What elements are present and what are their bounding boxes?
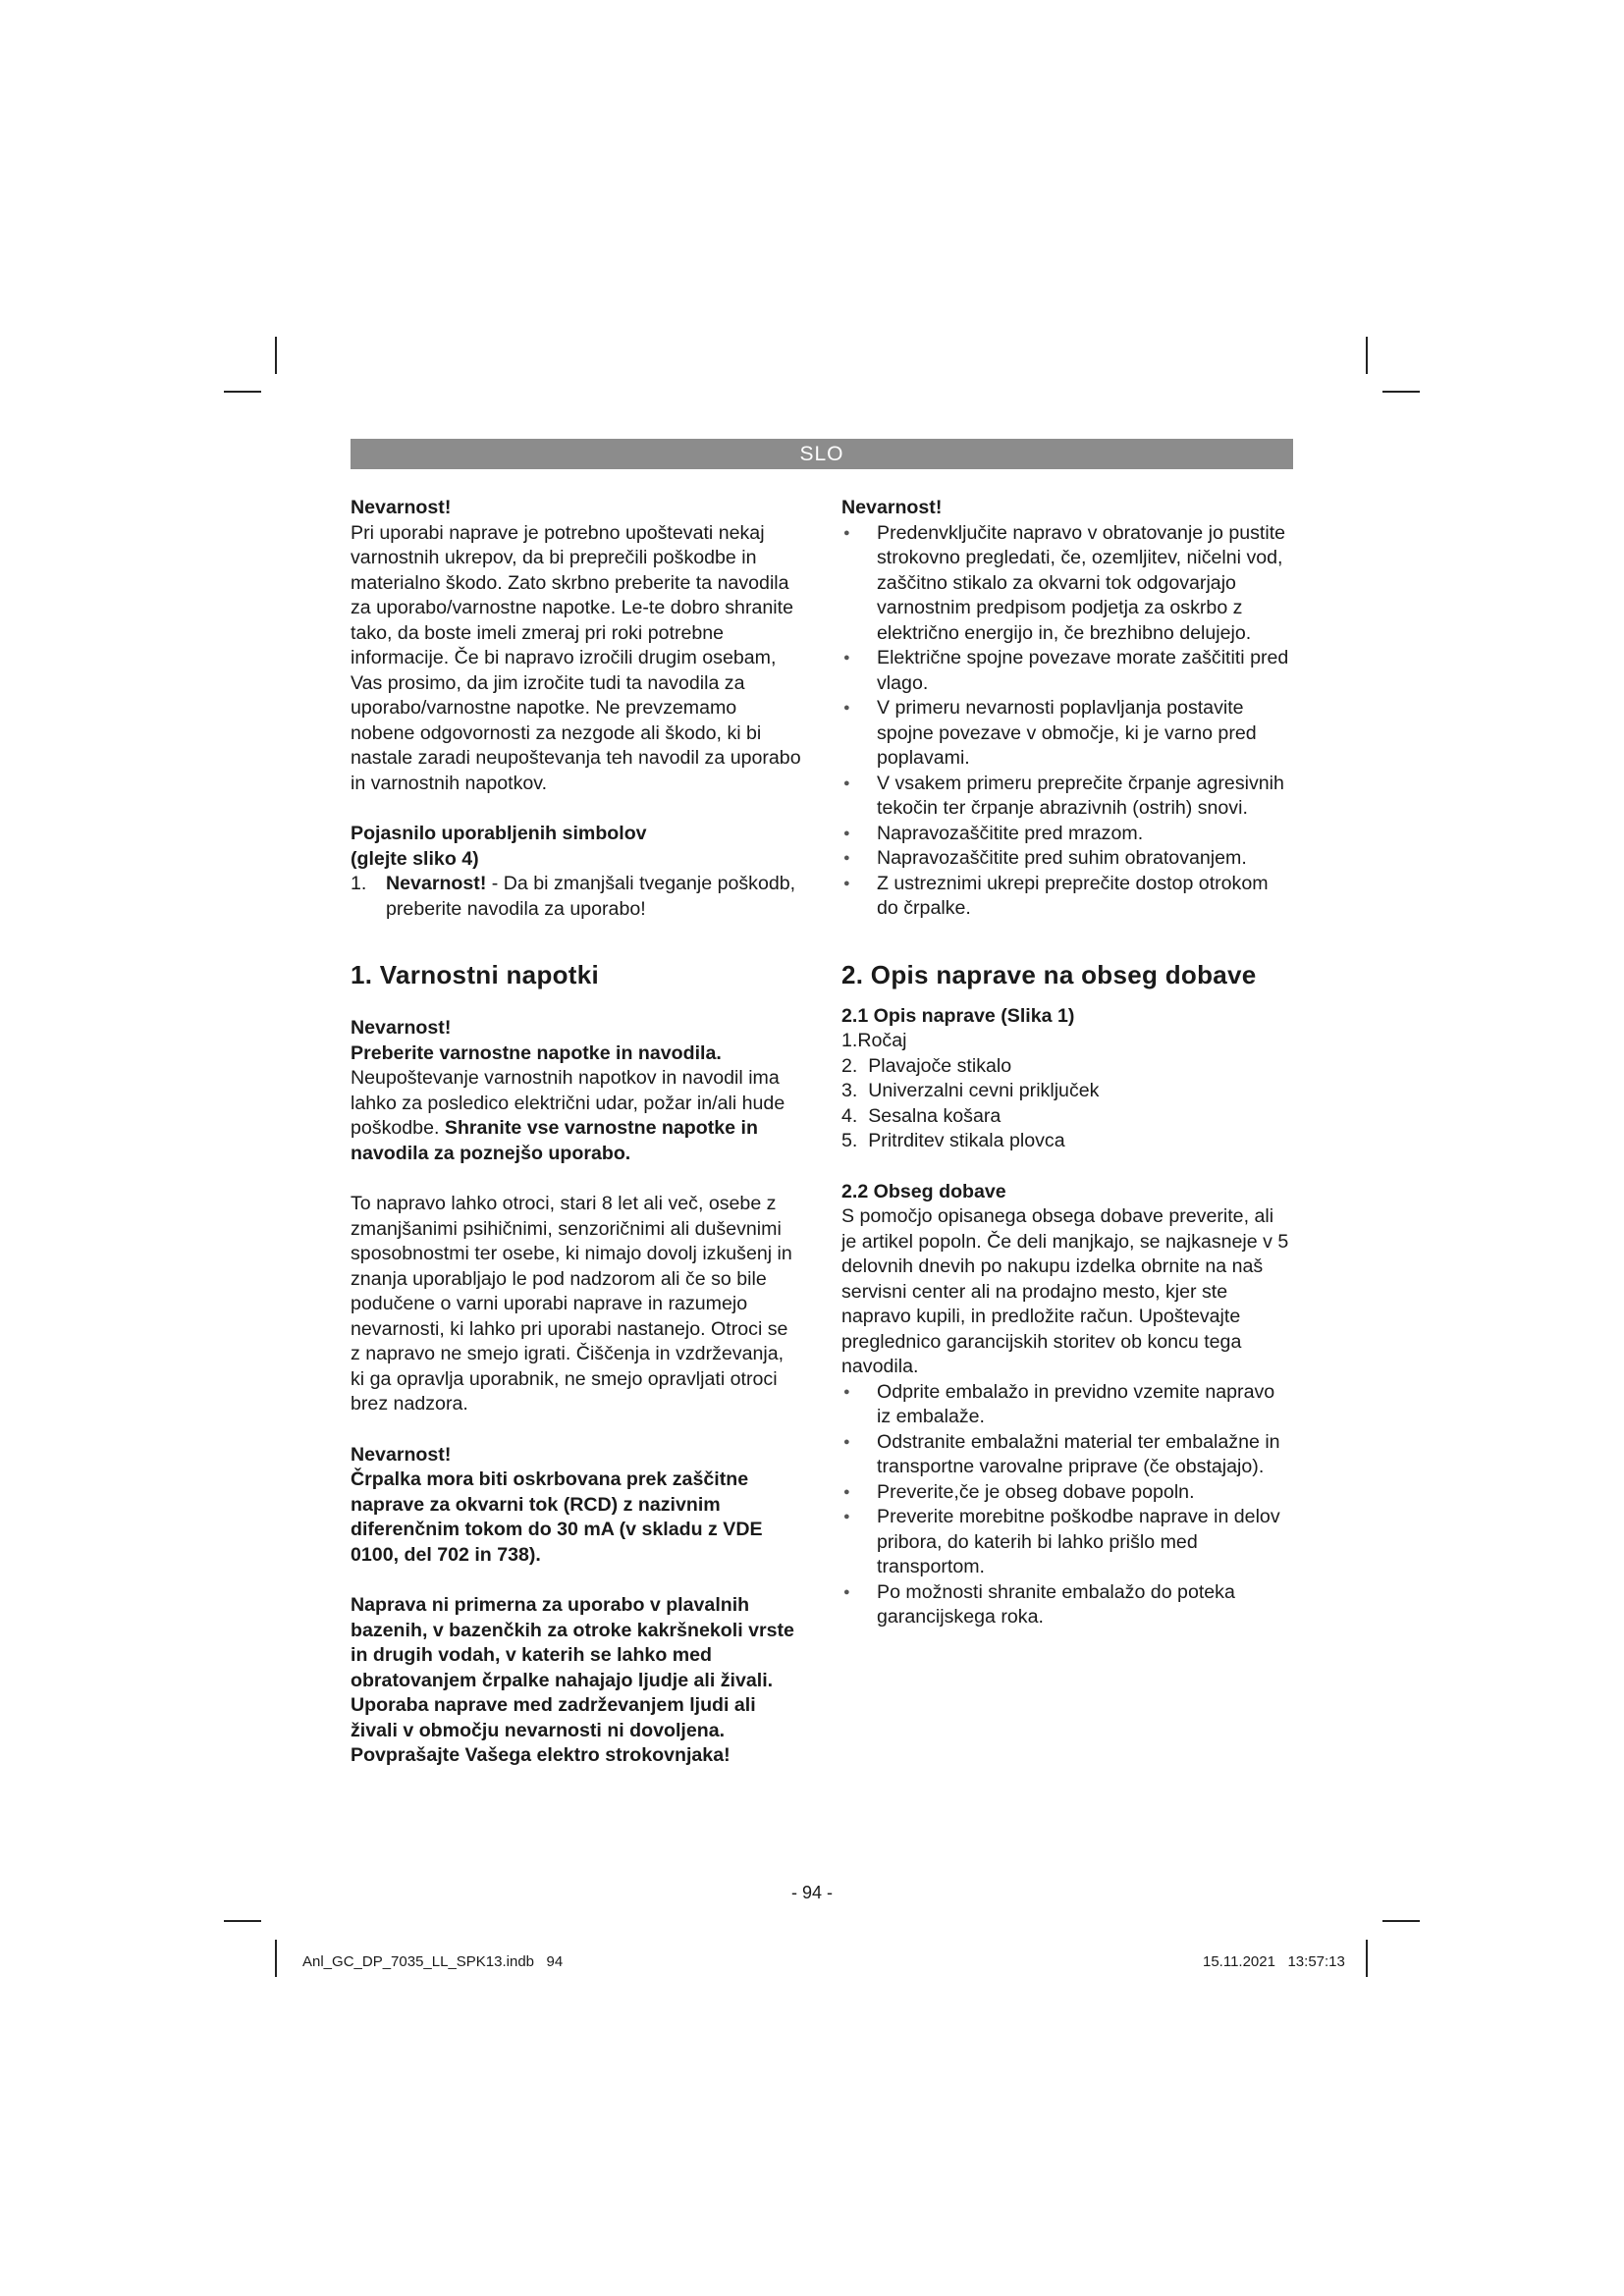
part-label: Univerzalni cevni priključek [868,1080,1100,1101]
language-header-bar [351,439,1293,469]
symbols-title-ref: (glejte sliko 4) [351,847,479,870]
language-label: SLO [799,443,844,465]
crop-mark [1382,1920,1420,1922]
warning-2-title: Nevarnost! [841,497,943,518]
list-item: ● Preverite morebitne poškodbe naprave in delov pribora, do katerih bi lahko prišlo med transportom. [841,1505,1293,1580]
symbol-item-number: 1. [351,873,367,894]
section-1-title: 1. Varnostni napotki [351,960,600,989]
list-item: ● Z ustreznimi ukrepi preprečite dostop otrokom do črpalke. [841,872,1293,922]
list-item: ● Električne spojne povezave morate zaščititi pred vlago. [841,646,1293,696]
warning-text: Pri uporabi naprave je potrebno upoštevati nekaj varnostnih ukrepov, da bi preprečili poškodbe in materialno škodo. Zato skrbno preberite ta navodila za uporabo/varnostne napotke. Le-te dobro shranite tako, da boste imeli zmeraj pri roki potrebne informacije. Če bi napravo izročili drugim osebam, Vas prosimo, da jim izročite tudi ta navodila za uporabo/varnostne napotke. Ne prevzemamo nobene odgovornosti za nezgode ali škodo, ki bi nastale zaradi neupoštevanja teh navodil za uporabo in varnostnih napotkov. [351,521,801,794]
list-item: ● Predenvključite napravo v obratovanje jo pustite strokovno pregledati, če, ozemljitev, ničelni vod, zaščitno stikalo za okvarni tok odgovarjajo varnostnim predpisom podjetja za oskrbo z električno energijo in, če brezhibno delujejo. [841,521,1293,647]
subsection-2-2-text: S pomočjo opisanega obsega dobave preverite, ali je artikel popoln. Če deli manjkajo, se najkasneje v 5 delovnih dnevih po nakupu izdelka obrnite na naš servisni center ali na prodajno mesto, kjer ste napravo kupili, in predložite račun. Upoštevajte preglednico garancijskih storitev ob koncu tega navodila. [841,1205,1289,1377]
warning-title: Nevarnost! [351,497,452,518]
list-item: ● Preverite,če je obseg dobave popoln. [841,1480,1293,1506]
list-item: ● V vsakem primeru preprečite črpanje agresivnih tekočin ter črpanje abrazivnih (ostrih) snovi. [841,772,1293,822]
section-1-warning-subtitle: Preberite varnostne napotke in navodila. [351,1041,722,1064]
part-number: 2. [841,1054,858,1077]
rcd-warning-text: Črpalka mora biti oskrbovana prek zaščitne naprave za okvarni tok (RCD) z nazivnim diferenčnim tokom do 30 mA (v skladu z VDE 0100, del 702 in 738). [351,1468,763,1566]
children-paragraph: To napravo lahko otroci, stari 8 let ali več, osebe z zmanjšanimi psihičnimi, senzoričnimi ali duševnimi sposobnostmi ter osebe, ki nimajo dovolj izkušenj in znanja uporabljajo le pod nadzorom ali če so bile podučene o varni uporabi naprave in razumejo nevarnosti, ki lahko pri uporabi nastanejo. Otroci se z napravo ne smejo igrati. Čiščenja in vzdrževanja, ki ga opravlja uporabnik, ne smejo opravljati otroci brez nadzora. [351,1193,792,1415]
section-1-warning-paragraph [351,1066,802,1166]
crop-mark [224,1920,261,1922]
section-1-warning-title: Nevarnost! [351,1017,452,1039]
crop-mark [1382,391,1420,393]
footer-file-name: Anl_GC_DP_7035_LL_SPK13.indb 94 [302,1953,564,1970]
part-item [841,1104,1293,1130]
part-label: Ročaj [857,1030,907,1051]
warning-2-list [841,521,1293,922]
right-column [841,496,1293,1630]
delivery-list [841,1380,1293,1630]
page-number: - 94 - [790,1883,833,1902]
symbol-item-bold: Nevarnost! [386,873,487,894]
list-item: ● Odprite embalažo in previdno vzemite napravo iz embalaže. [841,1380,1293,1430]
part-number: 5. [841,1130,858,1151]
list-item: ● Odstranite embalažni material ter embalažne in transportne varovalne priprave (če obstajajo). [841,1430,1293,1480]
parts-list [841,1029,1293,1154]
part-item [841,1079,1293,1104]
crop-mark [275,337,277,374]
list-item: ● Po možnosti shranite embalažo do poteka garancijskega roka. [841,1580,1293,1630]
part-label: Sesalna košara [868,1104,1001,1127]
part-number: 1. [841,1030,858,1051]
section-1-warning-text: Neupoštevanje varnostnih napotkov in navodil ima lahko za posledico električni udar, požar in/ali hude poškodbe. [351,1067,785,1139]
crop-mark [1366,337,1368,374]
section-1-warning-bold: Shranite vse varnostne napotke in navodila za poznejšo uporabo. [351,1117,758,1164]
symbol-item [351,872,802,922]
symbols-title: Pojasnilo uporabljenih simbolov [351,823,647,844]
part-item [841,1029,1293,1054]
part-item [841,1054,1293,1080]
rcd-warning-title: Nevarnost! [351,1443,452,1466]
list-item: ● V primeru nevarnosti poplavljanja postavite spojne povezave v območje, ki je varno pred poplavami. [841,696,1293,772]
section-2-title: 2. Opis naprave na obseg dobave [841,959,1257,989]
pool-warning-text: Naprava ni primerna za uporabo v plavalnih bazenih, v bazenčkih za otroke kakršnekoli vrste in drugih vodah, v katerih se lahko med obratovanjem črpalke nahajajo ljudje ali živali. Uporaba naprave med zadrževanjem ljudi ali živali v območju nevarnosti ni dovoljena. Povprašajte Vašega elektro strokovnjaka! [351,1594,794,1766]
part-label: Pritrditev stikala plovca [868,1130,1065,1151]
part-label: Plavajoče stikalo [868,1054,1012,1077]
part-number: 4. [841,1104,858,1127]
left-column [351,496,802,1769]
subsection-2-1-title: 2.1 Opis naprave (Slika 1) [841,1004,1075,1027]
part-number: 3. [841,1080,858,1101]
subsection-2-2-title: 2.2 Obseg dobave [841,1180,1006,1202]
footer-datetime: 15.11.2021 13:57:13 [1203,1953,1345,1970]
crop-mark [224,391,261,393]
list-item: ● Napravozaščitite pred mrazom. [841,822,1293,847]
part-item [841,1129,1293,1154]
crop-mark [1366,1940,1368,1977]
symbol-item-text: - Da bi zmanjšali tveganje poškodb, preberite navodila za uporabo! [386,873,796,920]
list-item: ● Napravozaščitite pred suhim obratovanjem. [841,846,1293,872]
crop-mark [275,1940,277,1977]
